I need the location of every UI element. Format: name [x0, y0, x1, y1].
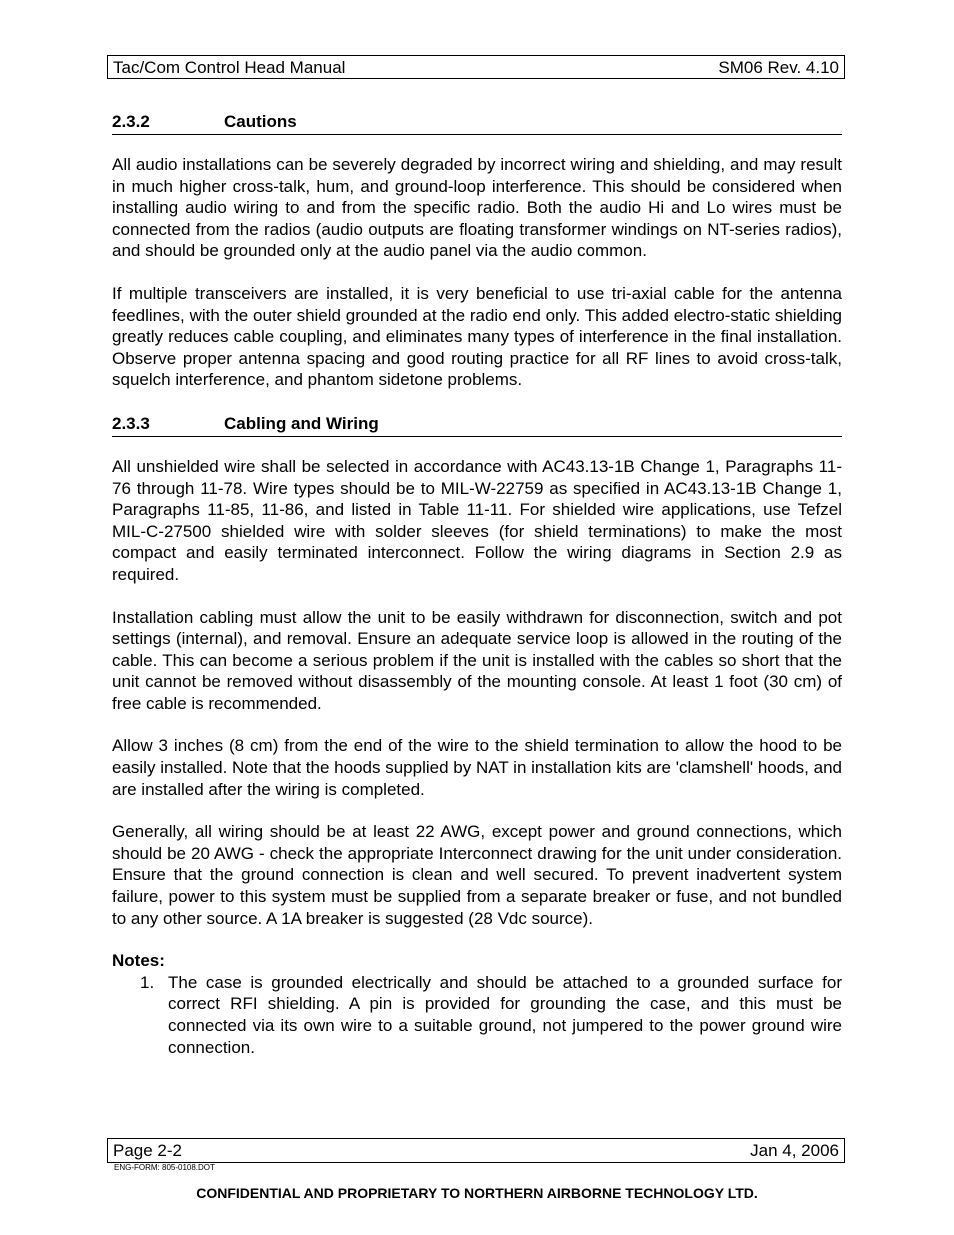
section-number: 2.3.3 — [112, 413, 150, 433]
note-text: The case is grounded electrically and should be attached to a grounded surface for correct RFI shielding. A pin is provided for grounding the case, and this must be connected via its own wire to a suitable ground, not jumpered to the power ground wire connection. — [168, 972, 842, 1057]
confidential-notice: CONFIDENTIAL AND PROPRIETARY TO NORTHERN AIRBORNE TECHNOLOGY LTD. — [196, 1185, 758, 1201]
paragraph: Allow 3 inches (8 cm) from the end of the wire to the shield termination to allow the hood to be easily installed. Note that the hoods supplied by NAT in installation kits are 'clamshell' hoods, and are installed after the wiring is completed. — [112, 736, 842, 799]
page-number: Page 2-2 — [113, 1141, 182, 1160]
paragraph: All audio installations can be severely degraded by incorrect wiring and shielding, and may result in much higher cross-talk, hum, and ground-loop interference. This should be considered when installing audio wiring to and from the specific radio. Both the audio Hi and Lo wires must be connected from the radios (audio outputs are floating transformer windings on NT-series radios), and should be grounded only at the audio panel via the audio common. — [112, 155, 842, 261]
section-number: 2.3.2 — [112, 112, 150, 131]
section-cabling-and-wiring — [112, 412, 842, 929]
paragraph: Generally, all wiring should be at least 22 AWG, except power and ground connections, which should be 20 AWG - check the appropriate Interconnect drawing for the unit under consideration. Ensure that the ground connection is clean and well secured. To prevent inadvertent system failure, power to this system must be supplied from a separate breaker or fuse, and not bundled to any other source. A 1A breaker is suggested (28 Vdc source). — [112, 822, 842, 928]
section-heading — [112, 412, 842, 437]
paragraph: If multiple transceivers are installed, it is very beneficial to use tri-axial cable for the antenna feedlines, with the outer shield grounded at the radio end only. This added electro-static shielding greatly reduces cable coupling, and eliminates many types of interference in the final installation. Observe proper antenna spacing and good routing practice for all RF lines to avoid cross-talk, squelch interference, and phantom sidetone problems. — [112, 283, 842, 390]
note-item — [112, 972, 842, 1058]
section-title: Cautions — [224, 112, 297, 131]
page-footer — [107, 1138, 845, 1163]
notes-label: Notes: — [112, 951, 165, 971]
paragraph: Installation cabling must allow the unit to be easily withdrawn for disconnection, switch and pot settings (internal), and removal. Ensure an adequate service loop is allowed in the routing of the cable. This can become a serious problem if the unit is installed with the cables so short that the unit cannot be removed without disassembly of the mounting console. At least 1 foot (30 cm) of free cable is recommended. — [112, 607, 842, 713]
section-cautions — [112, 110, 842, 391]
revision-label: SM06 Rev. 4.10 — [718, 58, 839, 77]
note-number: 1. — [140, 972, 155, 992]
paragraph: All unshielded wire shall be selected in accordance with AC43.13-1B Change 1, Paragraphs 11-76 through 11-78. Wire types should be to MIL-W-22759 as specified in AC43.13-1B Change 1, Paragraphs 11-85, 11-86, and listed in Table 11-11. For shielded wire applications, use Tefzel MIL-C-27500 shielded wire with solder sleeves (for shield terminations) to make the most compact and easily terminated interconnect. Follow the wiring diagrams in Section 2.9 as required. — [112, 456, 842, 584]
section-heading — [112, 110, 842, 135]
manual-title: Tac/Com Control Head Manual — [113, 58, 346, 77]
page-body — [112, 110, 842, 1058]
section-title: Cabling and Wiring — [224, 413, 379, 433]
page-header — [107, 55, 845, 79]
form-id: ENG-FORM: 805-0108.DOT — [114, 1163, 215, 1172]
notes-block — [112, 950, 842, 1058]
page-date: Jan 4, 2006 — [750, 1141, 839, 1160]
